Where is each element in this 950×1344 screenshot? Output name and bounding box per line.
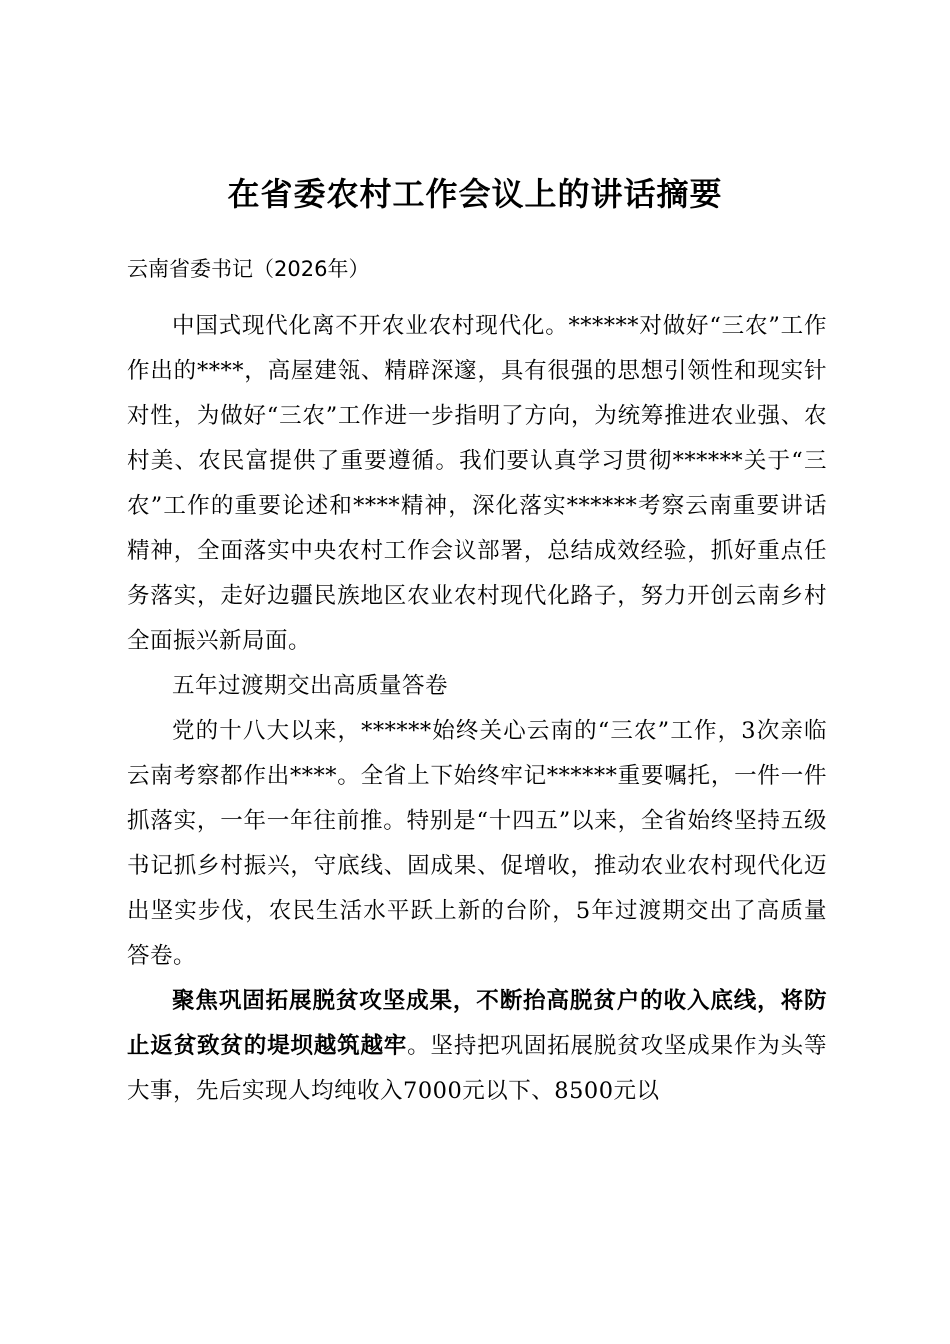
document-byline: 云南省委书记（2026年） — [127, 257, 370, 281]
document-title: 在省委农村工作会议上的讲话摘要 — [227, 175, 723, 213]
paragraph-lead-bold: 聚焦巩固拓展脱贫攻坚成果，不断抬高脱贫户的收入底线，将防止返贫致贫的堤坝越筑越牢 — [127, 988, 827, 1059]
paragraph-review: 党的十八大以来，******始终关心云南的“三农”工作，3次亲临云南考察都作出****。全省上下始终牢记******重要嘱托，一件一件抓落实，一年一年往前推。特别是“十四五”以来，全省始终坚持五级书记抓乡村振兴，守底线、固成果、促增收，推动农业农村现代化迈出坚实步伐，农民生活水平跃上新的台阶，5年过渡期交出了高质量答卷。 — [127, 718, 827, 969]
paragraph-poverty — [127, 979, 827, 1114]
paragraph-poverty-text: 。坚持把巩固拓展脱贫攻坚成果作为头等大事，先后实现人均纯收入7000元以下、8500元以 — [127, 1033, 827, 1104]
document-body — [127, 304, 827, 1114]
paragraph-intro: 中国式现代化离不开农业农村现代化。******对做好“三农”工作作出的****，高屋建瓴、精辟深邃，具有很强的思想引领性和现实针对性，为做好“三农”工作进一步指明了方向，为统筹推进农业强、农村美、农民富提供了重要遵循。我们要认真学习贯彻******关于“三农”工作的重要论述和****精神，深化落实******考察云南重要讲话精神，全面落实中央农村工作会议部署，总结成效经验，抓好重点任务落实，走好边疆民族地区农业农村现代化路子，努力开创云南乡村全面振兴新局面。 — [127, 313, 827, 654]
section-heading: 五年过渡期交出高质量答卷 — [172, 673, 449, 699]
